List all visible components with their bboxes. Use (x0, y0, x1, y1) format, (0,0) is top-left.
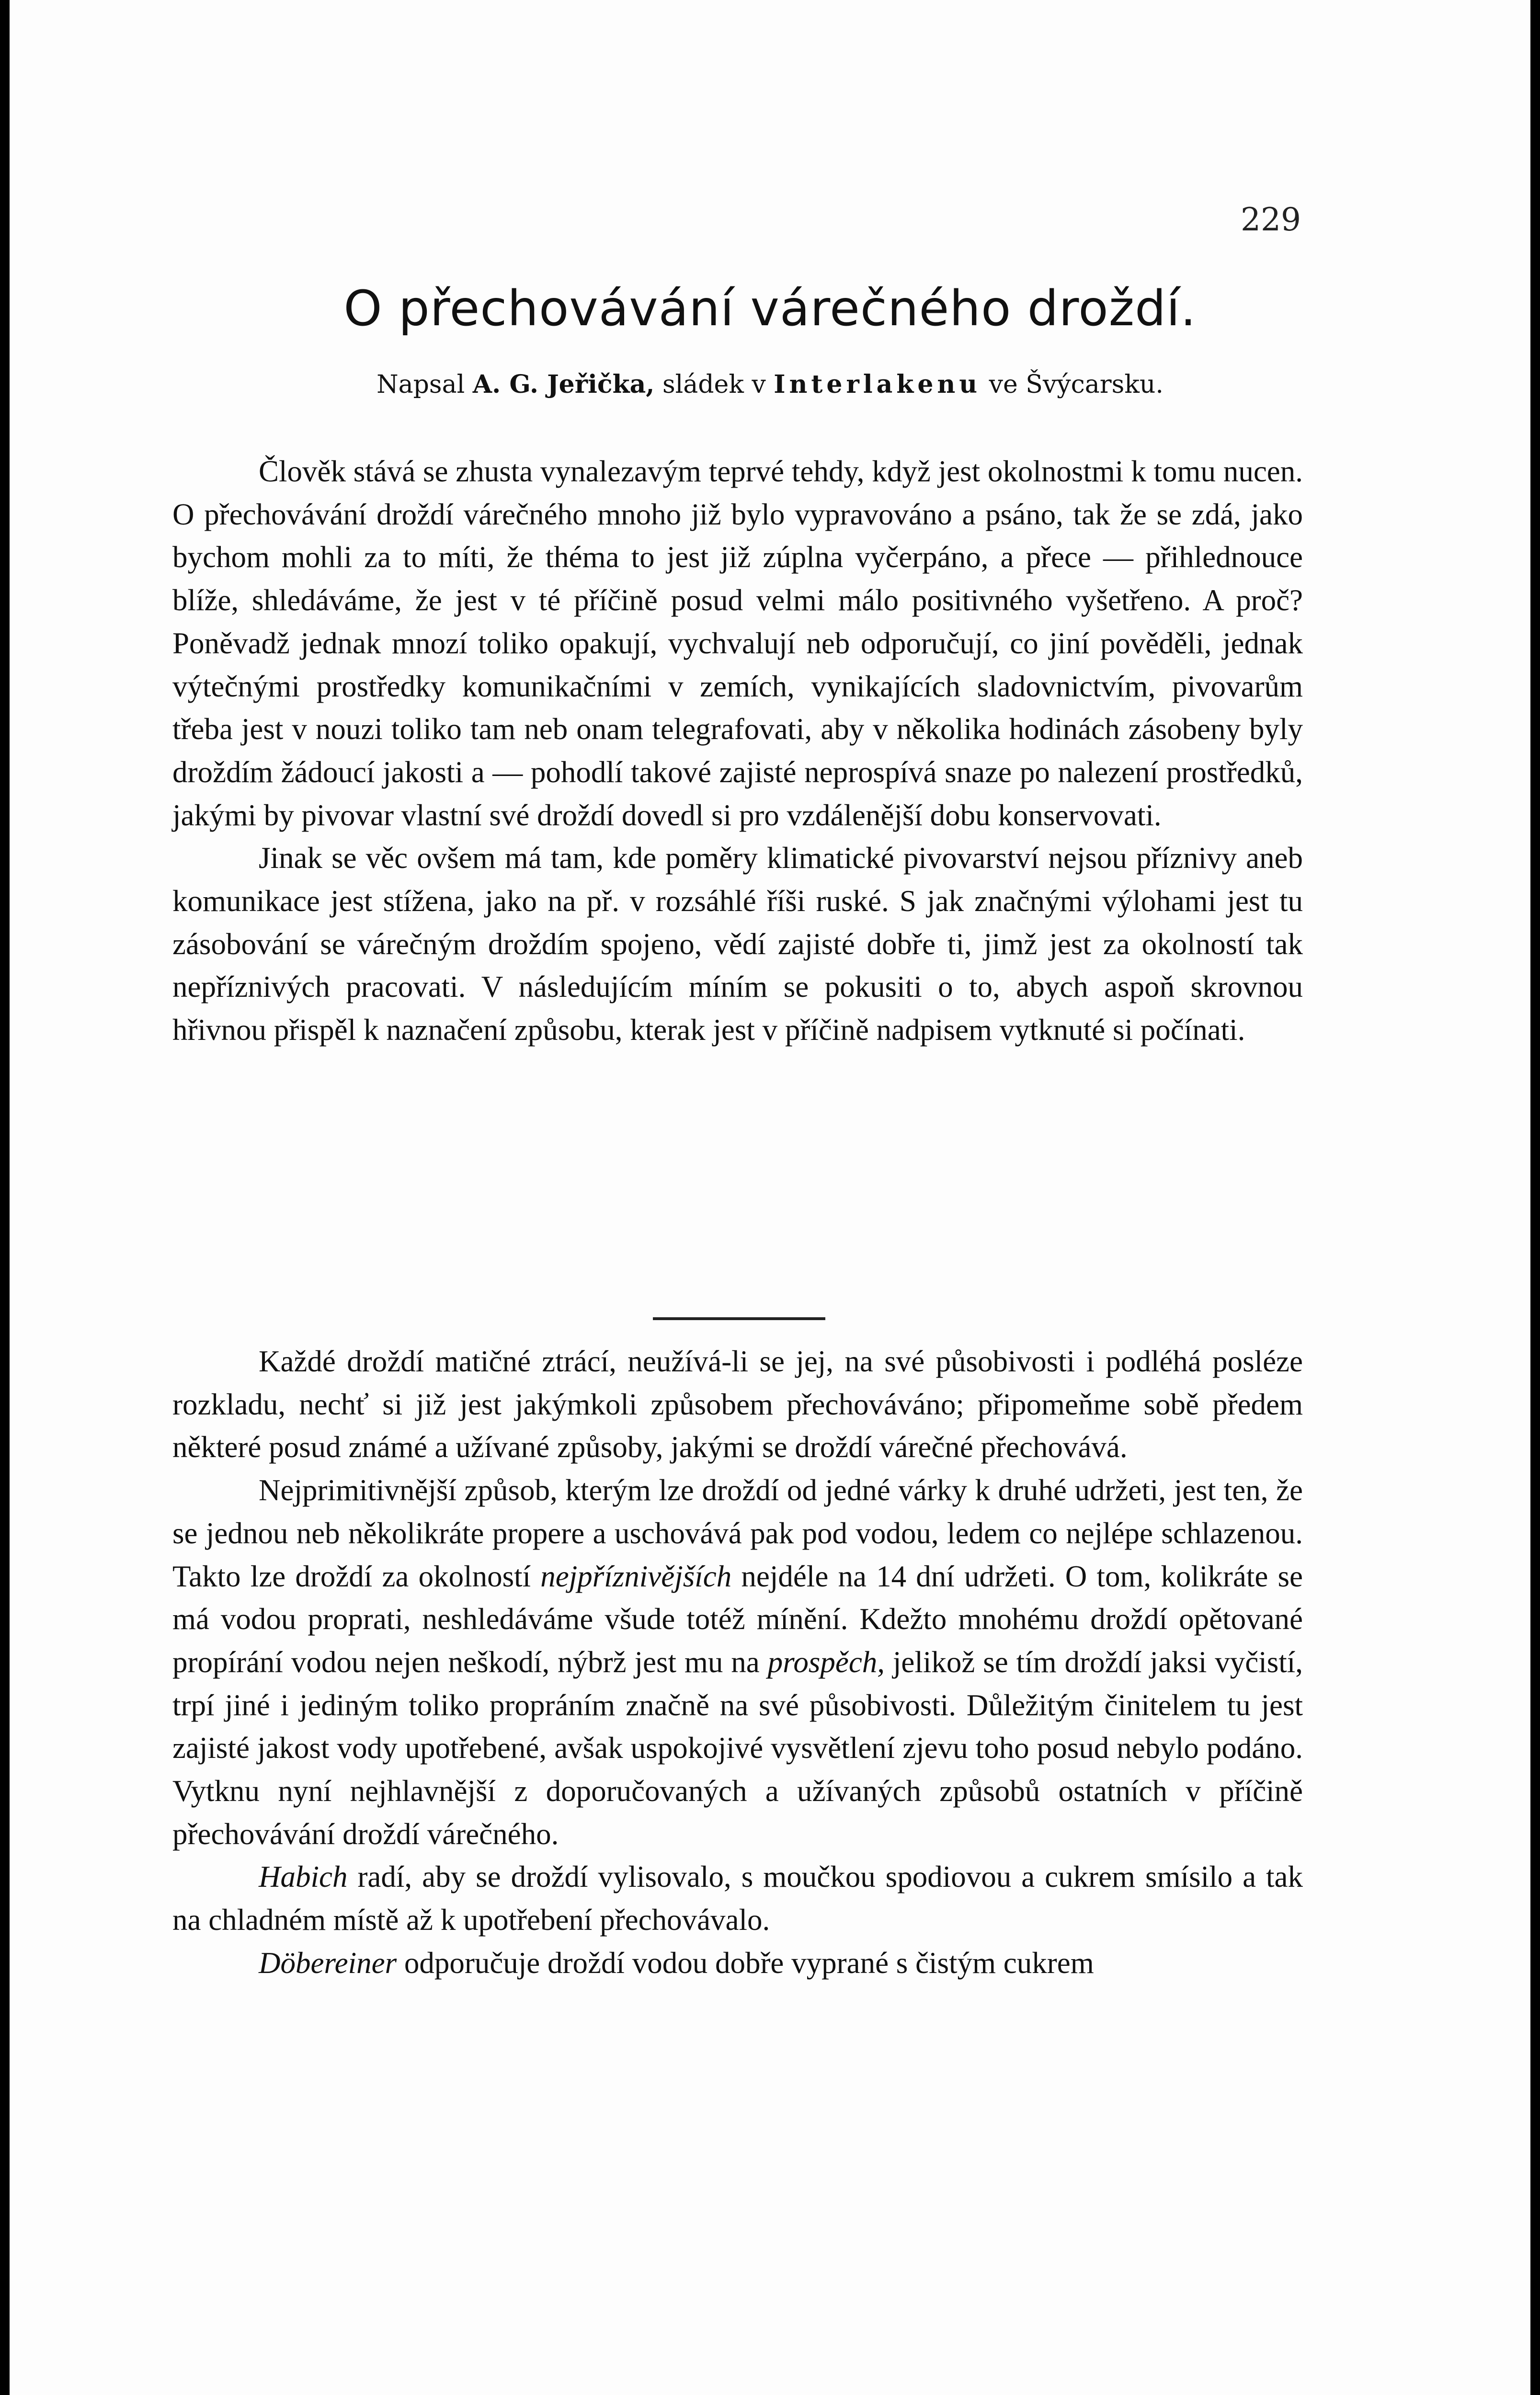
main-section (172, 1340, 1303, 1985)
paragraph-4-emphasis-a: nejpříznivějších (540, 1559, 732, 1593)
paragraph-4 (172, 1469, 1303, 1856)
byline (10, 370, 1530, 399)
paragraph-5-text: radí, aby se droždí vylisovalo, s moučkou spodiovou a cukrem smísilo a tak na chladném místě až k upotřebení přechovávalo. (172, 1860, 1303, 1937)
byline-place: Interlakenu (774, 370, 981, 399)
paragraph-6-text: odporučuje droždí vodou dobře vyprané s čistým cukrem (397, 1946, 1094, 1980)
page-number: 229 (1241, 201, 1301, 238)
paragraph-5 (172, 1856, 1303, 1941)
paragraph-6 (172, 1942, 1303, 1985)
paragraph-4-part-a: Nejprimitivnější způsob, kterým lze droždí od jedné várky k druhé udržeti, jest ten, že se jednou neb několikráte propere a uschovává pak pod vodou, ledem co nejlépe schlazenou. Takto lze droždí za okolností (172, 1473, 1303, 1593)
paragraph-4-part-c: jelikož se tím droždí jaksi vyčistí, trpí jiné i jediným toliko propráním značně na své působivosti. Důležitým činitelem tu jest zajisté jakost vody upotřebené, avšak uspokojivé vysvětlení zjevu toho posud nebylo podáno. Vytknu nyní nejhlavnější z doporučovaných a užívaných způsobů ostatních v příčině přechovávání droždí várečného. (172, 1645, 1303, 1851)
name-habich: Habich (259, 1860, 348, 1894)
name-dobereiner: Döbereiner (259, 1946, 397, 1980)
byline-prefix: Napsal (376, 370, 465, 399)
article-title: O přechovávání várečného droždí. (343, 280, 1197, 337)
section-divider (653, 1317, 825, 1320)
paragraph-3: Každé droždí matičné ztrácí, neužívá-li se jej, na své působivosti i podléhá posléze rozkladu, nechť si již jest jakýmkoli způsobem přechováváno; připomeňme sobě předem některé posud známé a užívané způsoby, jakými se droždí várečné přechovává. (172, 1345, 1303, 1464)
byline-suffix: ve Švýcarsku. (989, 370, 1164, 399)
intro-section (172, 450, 1303, 1052)
paragraph-4-emphasis-b: prospěch, (767, 1645, 885, 1679)
byline-middle: sládek v (662, 370, 766, 399)
book-page (10, 0, 1530, 2395)
paragraph-2: Jinak se věc ovšem má tam, kde poměry klimatické pivovarství nejsou příznivy aneb komunikace jest stížena, jako na př. v rozsáhlé říši ruské. S jak značnými výlohami jest tu zásobování se várečným droždím spojeno, vědí zajisté dobře ti, jimž jest za okolností tak nepříznivých pracovati. V následujícím míním se pokusiti o to, abych aspoň skrovnou hřivnou přispěl k naznačení způsobu, kterak jest v příčině nadpisem vytknuté si počínati. (172, 841, 1303, 1047)
paragraph-1: Člověk stává se zhusta vynalezavým teprvé tehdy, když jest okolnostmi k tomu nucen. O přechovávání droždí várečného mnoho již bylo vypravováno a psáno, tak že se zdá, jako bychom mohli za to míti, že théma to jest již zúplna vyčerpáno, a přece — přihlednouce blíže, shledáváme, že jest v té příčině posud velmi málo positivného vyšetřeno. A proč? Poněvadž jednak mnozí toliko opakují, vychvalují neb odporučují, co jiní pověděli, jednak výtečnými prostředky komunikačními v zemích, vynikajících sladovnictvím, pivovarům třeba jest v nouzi toliko tam neb onam telegrafovati, aby v několika hodinách zásobeny byly droždím žádoucí jakosti a — pohodlí takové zajisté neprospívá snaze po nalezení prostředků, jakými by pivovar vlastní své droždí dovedl si pro vzdálenější dobu konservovati. (172, 455, 1303, 832)
byline-author: A. G. Jeřička, (472, 370, 655, 399)
paragraph-4-part-b: nejdéle na 14 dní udržeti. O tom, kolikráte se má vodou proprati, neshledáváme všude totéž mínění. Kdežto mnohému droždí opětované propírání vodou nejen neškodí, nýbrž jest mu na (172, 1559, 1303, 1679)
